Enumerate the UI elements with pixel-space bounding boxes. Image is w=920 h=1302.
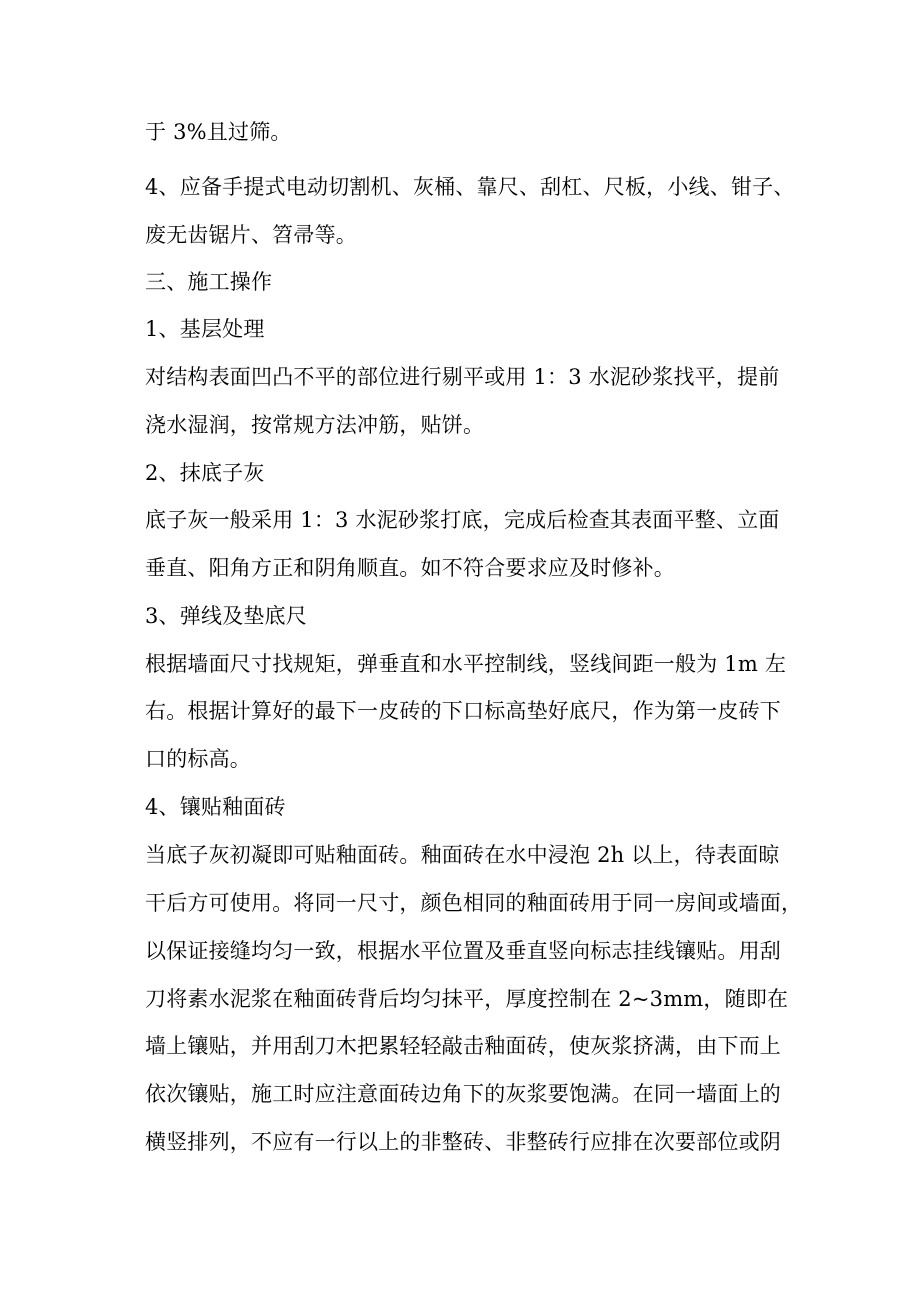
text-line: 口的标高。 <box>145 747 251 771</box>
text-line: 以保证接缝均匀一致，根据水平位置及垂直竖向标志挂线镶贴。用刮 <box>145 939 781 963</box>
text-line: 根据墙面尺寸找规矩，弹垂直和水平控制线，竖线间距一般为 1m 左 <box>145 652 787 676</box>
text-line: 4、应备手提式电动切割机、灰桶、靠尺、刮杠、尺板，小线、钳子、 <box>145 175 795 199</box>
text-line: 刀将素水泥浆在釉面砖背后均匀抹平，厚度控制在 2~3mm，随即在 <box>145 987 789 1011</box>
section-heading: 三、施工操作 <box>145 270 273 294</box>
text-line: 横竖排列，不应有一行以上的非整砖、非整砖行应排在次要部位或阴 <box>145 1130 781 1154</box>
text-line: 依次镶贴，施工时应注意面砖边角下的灰浆要饱满。在同一墙面上的 <box>145 1082 781 1106</box>
subsection-heading: 4、镶贴釉面砖 <box>145 795 286 819</box>
subsection-heading: 1、基层处理 <box>145 317 265 341</box>
text-line: 垂直、阳角方正和阴角顺直。如不符合要求应及时修补。 <box>145 556 675 580</box>
text-line: 废无齿锯片、笤帚等。 <box>145 223 357 247</box>
text-line: 底子灰一般采用 1：3 水泥砂浆打底，完成后检查其表面平整、立面 <box>145 508 780 532</box>
text-line: 对结构表面凹凸不平的部位进行剔平或用 1：3 水泥砂浆找平，提前 <box>145 365 780 389</box>
text-line: 当底子灰初凝即可贴釉面砖。釉面砖在水中浸泡 2h 以上，待表面晾 <box>145 843 780 867</box>
text-line: 墙上镶贴，并用刮刀木把累轻轻敲击釉面砖，使灰浆挤满，由下而上 <box>145 1034 781 1058</box>
text-line: 干后方可使用。将同一尺寸，颜色相同的釉面砖用于同一房间或墙面， <box>145 891 803 915</box>
text-line: 于 3%且过筛。 <box>145 120 292 144</box>
text-line: 浇水湿润，按常规方法冲筋，贴饼。 <box>145 413 485 437</box>
text-line: 右。根据计算好的最下一皮砖的下口标高垫好底尺，作为第一皮砖下 <box>145 699 781 723</box>
subsection-heading: 2、抹底子灰 <box>145 461 265 485</box>
subsection-heading: 3、弹线及垫底尺 <box>145 604 307 628</box>
